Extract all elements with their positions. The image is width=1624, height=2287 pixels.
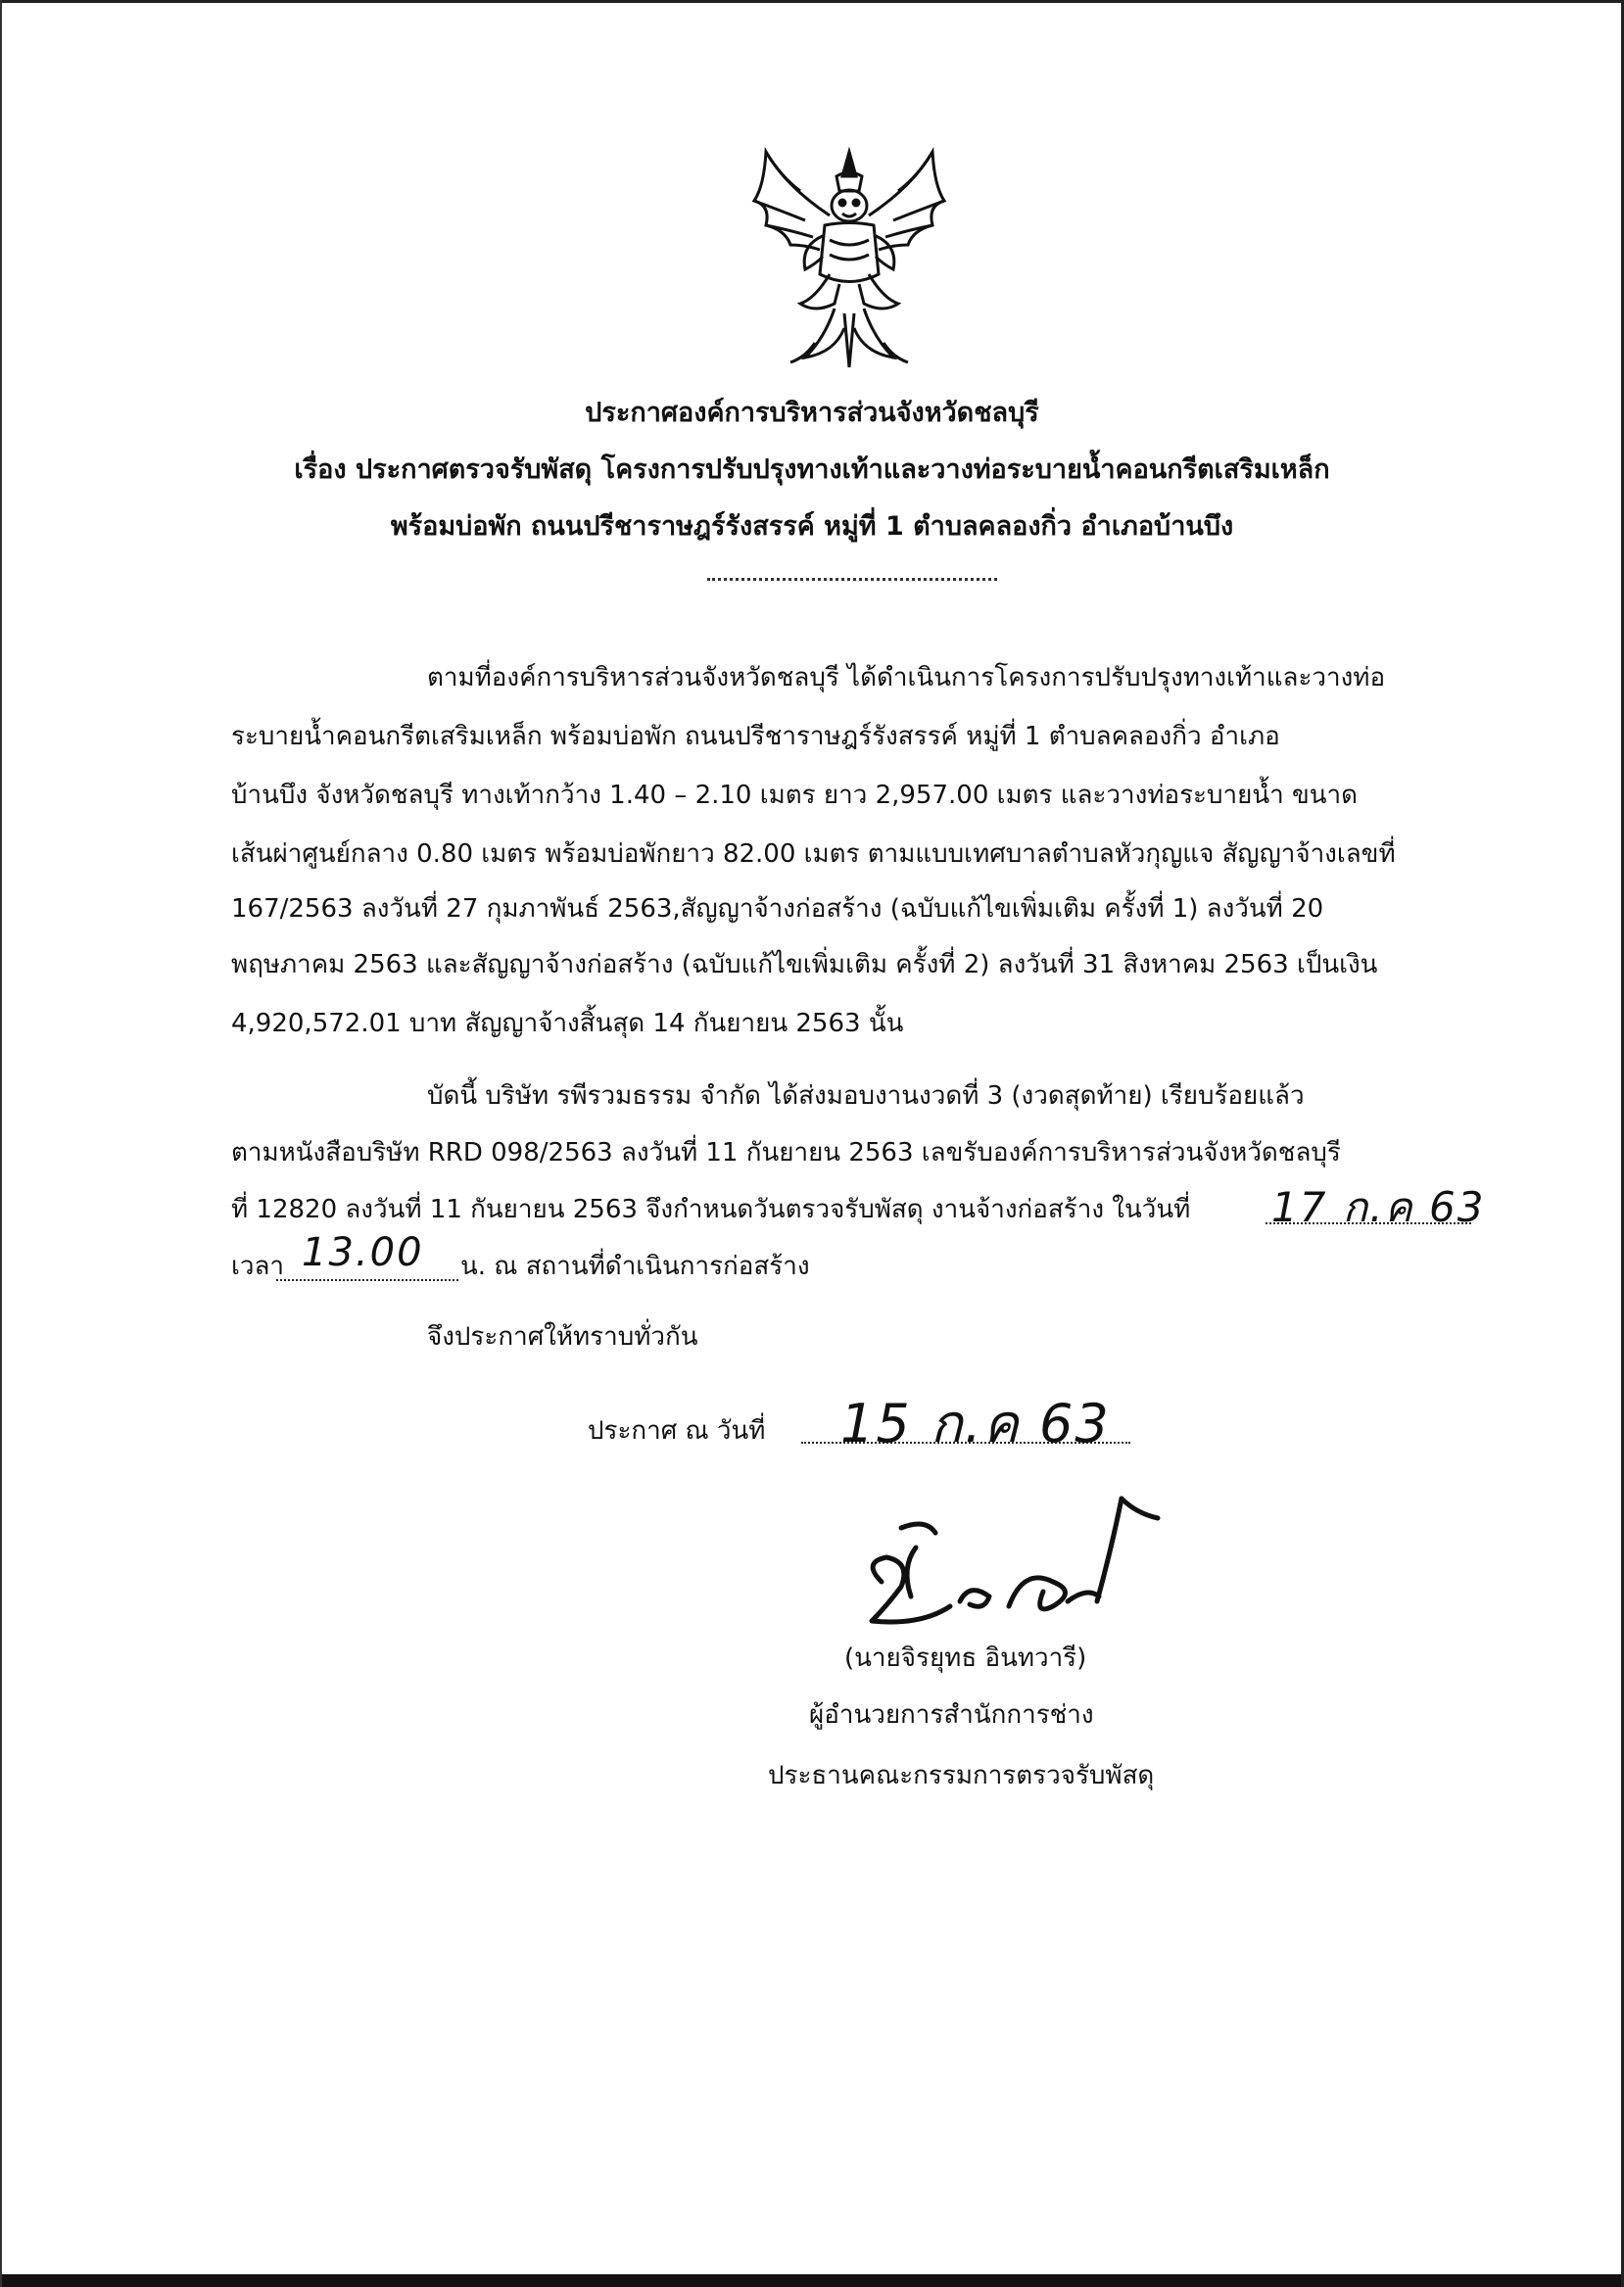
subject-line-2: พร้อมบ่อพัก ถนนปรีชาราษฎร์รังสรรค์ หมู่ที่ 1 ตำบลคลองกิ่ว อำเภอบ้านบึง	[390, 511, 1234, 542]
garuda-emblem-icon	[746, 147, 952, 372]
signature-icon	[842, 1489, 1195, 1655]
scan-border-left	[0, 0, 2, 2287]
para2-line-2: ตามหนังสือบริษัท RRD 098/2563 ลงวันที่ 11 กันยายน 2563 เลขรับองค์การบริหารส่วนจังหวัดชลบุรี	[231, 1138, 1341, 1167]
inspection-date-handwritten: 17 ก.ค 63	[1271, 1183, 1486, 1231]
time-prefix: เวลา	[231, 1252, 285, 1281]
para2-line-1: บัดนี้ บริษัท รพีรวมธรรม จำกัด ได้ส่งมอบงานงวดที่ 3 (งวดสุดท้าย) เรียบร้อยแล้ว	[427, 1081, 1305, 1111]
para1-line-6: พฤษภาคม 2563 และสัญญาจ้างก่อสร้าง (ฉบับแก้ไขเพิ่มเติม ครั้งที่ 2) ลงวันที่ 31 สิงหาคม 2563 เป็นเงิน	[231, 950, 1378, 979]
para1-line-4: เส้นผ่าศูนย์กลาง 0.80 เมตร พร้อมบ่อพักยาว 82.00 เมตร ตามแบบเทศบาลตำบลหัวกุญแจ สัญญาจ้างเลขที่	[231, 839, 1396, 869]
closing-text: จึงประกาศให้ทราบทั่วกัน	[427, 1322, 698, 1352]
signer-name: (นายจิรยุทธ อินทวารี)	[844, 1644, 1087, 1673]
subject-line-1: เรื่อง ประกาศตรวจรับพัสดุ โครงการปรับปรุงทางเท้าและวางท่อระบายน้ำคอนกรีตเสริมเหล็ก	[294, 454, 1330, 485]
para2-line-3: ที่ 12820 ลงวันที่ 11 กันยายน 2563 จึงกำหนดวันตรวจรับพัสดุ งานจ้างก่อสร้าง ในวันที่	[231, 1195, 1191, 1224]
signer-position: ผู้อำนวยการสำนักการช่าง	[809, 1700, 1094, 1730]
announce-date-handwritten: 15 ก.ค 63	[840, 1393, 1111, 1454]
para1-line-2: ระบายน้ำคอนกรีตเสริมเหล็ก พร้อมบ่อพัก ถนนปรีชาราษฎร์รังสรรค์ หมู่ที่ 1 ตำบลคลองกิ่ว อำเภอ	[231, 722, 1280, 751]
announce-prefix: ประกาศ ณ วันที่	[588, 1416, 766, 1446]
document-title: ประกาศองค์การบริหารส่วนจังหวัดชลบุรี	[585, 398, 1039, 428]
para1-line-7: 4,920,572.01 บาท สัญญาจ้างสิ้นสุด 14 กันยายน 2563 นั้น	[231, 1009, 904, 1038]
para1-line-1: ตามที่องค์การบริหารส่วนจังหวัดชลบุรี ได้ดำเนินการโครงการปรับปรุงทางเท้าและวางท่อ	[427, 663, 1386, 692]
scan-border-top	[0, 0, 1624, 3]
time-handwritten: 13.00	[302, 1230, 424, 1275]
header-separator	[707, 578, 997, 581]
time-suffix: น. ณ สถานที่ดำเนินการก่อสร้าง	[460, 1252, 810, 1281]
signer-role: ประธานคณะกรรมการตรวจรับพัสดุ	[768, 1761, 1155, 1790]
time-dots	[276, 1279, 458, 1281]
para1-line-3: บ้านบึง จังหวัดชลบุรี ทางเท้ากว้าง 1.40 – 2.10 เมตร ยาว 2,957.00 เมตร และวางท่อระบายน้ำ ขนาด	[231, 781, 1359, 810]
para1-line-5: 167/2563 ลงวันที่ 27 กุมภาพันธ์ 2563,สัญญาจ้างก่อสร้าง (ฉบับแก้ไขเพิ่มเติม ครั้งที่ 1) ลงวันที่ 20	[231, 894, 1324, 924]
scan-border-bottom	[0, 2274, 1624, 2287]
